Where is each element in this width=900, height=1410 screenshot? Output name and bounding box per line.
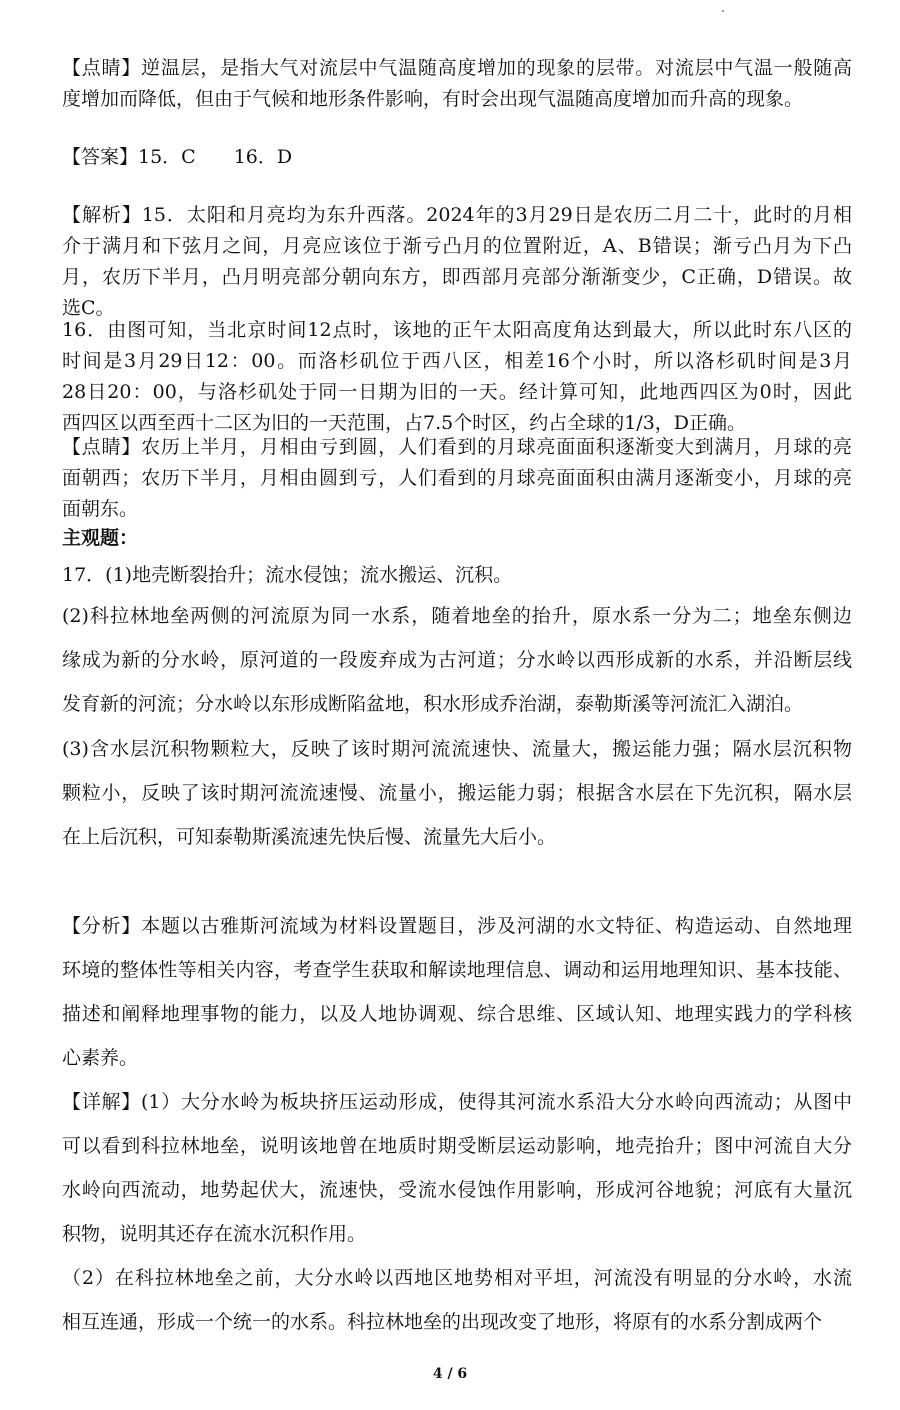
text-line-xiangjie1: 【详解】(1）大分水岭为板块挤压运动形成，使得其河流水系沿大分水岭向西流动；从图中 (62, 1091, 852, 1113)
text-line-q17-2: (2)科拉林地垒两侧的河流原为同一水系，随着地垒的抬升，原水系一分为二；地垒东侧边 (62, 605, 852, 627)
text-line-dianjing1: 度增加而降低，但由于气候和地形条件影响，有时会出现气温随高度增加而升高的现象。 (62, 88, 804, 110)
text-line-fenxi: 环境的整体性等相关内容，考查学生获取和解读地理信息、调动和运用地理知识、基本技能、 (62, 959, 852, 981)
text-line-jiexi15: 月，农历下半月，凸月明亮部分朝向东方，即西部月亮部分渐渐变少，C正确，D错误。故 (62, 266, 852, 288)
text-line-fenxi: 描述和阐释地理事物的能力，以及人地协调观、综合思维、区域认知、地理实践力的学科核 (62, 1003, 852, 1025)
text-line-xiangjie1: 可以看到科拉林地垒，说明该地曾在地质时期受断层运动影响，地壳抬升；图中河流自大分 (62, 1135, 852, 1157)
text-line-fenxi: 【分析】本题以古雅斯河流域为材料设置题目，涉及河湖的水文特征、构造运动、自然地理 (62, 915, 852, 937)
text-line-dianjing1: 【点睛】逆温层，是指大气对流层中气温随高度增加的现象的层带。对流层中气温一般随高 (62, 57, 852, 79)
text-line-answer: 【答案】15．C 16．D (62, 146, 293, 168)
page-number: 4 / 6 (432, 1366, 468, 1382)
text-line-q17-2: 缘成为新的分水岭，原河道的一段废弃成为古河道；分水岭以西形成新的水系，并沿断层线 (62, 649, 852, 671)
scan-speck (722, 10, 724, 12)
text-line-q17-1: 17．(1)地壳断裂抬升；流水侵蚀；流水搬运、沉积。 (62, 564, 513, 586)
text-line-q17-2: 发育新的河流；分水岭以东形成断陷盆地，积水形成乔治湖，泰勒斯溪等河流汇入湖泊。 (62, 693, 804, 715)
text-line-xiangjie2: （2）在科拉林地垒之前，大分水岭以西地区地势相对平坦，河流没有明显的分水岭，水流 (62, 1267, 852, 1289)
text-line-fenxi: 心素养。 (62, 1047, 139, 1069)
text-line-jiexi15: 【解析】15．太阳和月亮均为东升西落。2024年的3月29日是农历二月二十，此时的月相 (62, 204, 852, 226)
text-line-heading: 主观题： (62, 527, 139, 549)
text-line-jiexi15: 介于满月和下弦月之间，月亮应该位于渐亏凸月的位置附近，A、B错误；渐亏凸月为下凸 (62, 235, 852, 257)
text-line-jiexi16: 时间是3月29日12：00。而洛杉矶位于西八区，相差16个小时，所以洛杉矶时间是3月 (62, 350, 852, 372)
text-line-xiangjie1: 积物，说明其还存在流水沉积作用。 (62, 1223, 367, 1245)
text-line-xiangjie1: 水岭向西流动，地势起伏大，流速快，受流水侵蚀作用影响，形成河谷地貌；河底有大量沉 (62, 1179, 852, 1201)
text-line-jiexi16: 28日20：00，与洛杉矶处于同一日期为旧的一天。经计算可知，此地西四区为0时，因此 (62, 381, 852, 403)
text-line-q17-3: (3)含水层沉积物颗粒大，反映了该时期河流流速快、流量大，搬运能力强；隔水层沉积物 (62, 738, 852, 760)
text-line-dianjing2: 【点睛】农历上半月，月相由亏到圆，人们看到的月球亮面面积逐渐变大到满月，月球的亮 (62, 436, 852, 458)
text-line-q17-3: 在上后沉积，可知泰勒斯溪流速先快后慢、流量先大后小。 (62, 826, 557, 848)
text-line-dianjing2: 面朝东。 (62, 498, 139, 520)
text-line-dianjing2: 面朝西；农历下半月，月相由圆到亏，人们看到的月球亮面面积由满月逐渐变小，月球的亮 (62, 467, 852, 489)
text-line-jiexi15: 选C。 (62, 297, 115, 319)
text-line-jiexi16: 16．由图可知，当北京时间12点时，该地的正午太阳高度角达到最大，所以此时东八区的 (62, 319, 852, 341)
text-line-jiexi16: 西四区以西至西十二区为旧的一天范围，占7.5个时区，约占全球的1/3，D正确。 (62, 412, 747, 434)
text-line-xiangjie2: 相互连通，形成一个统一的水系。科拉林地垒的出现改变了地形，将原有的水系分割成两个 (62, 1311, 823, 1333)
text-line-q17-3: 颗粒小，反映了该时期河流流速慢、流量小，搬运能力弱；根据含水层在下先沉积，隔水层 (62, 782, 852, 804)
